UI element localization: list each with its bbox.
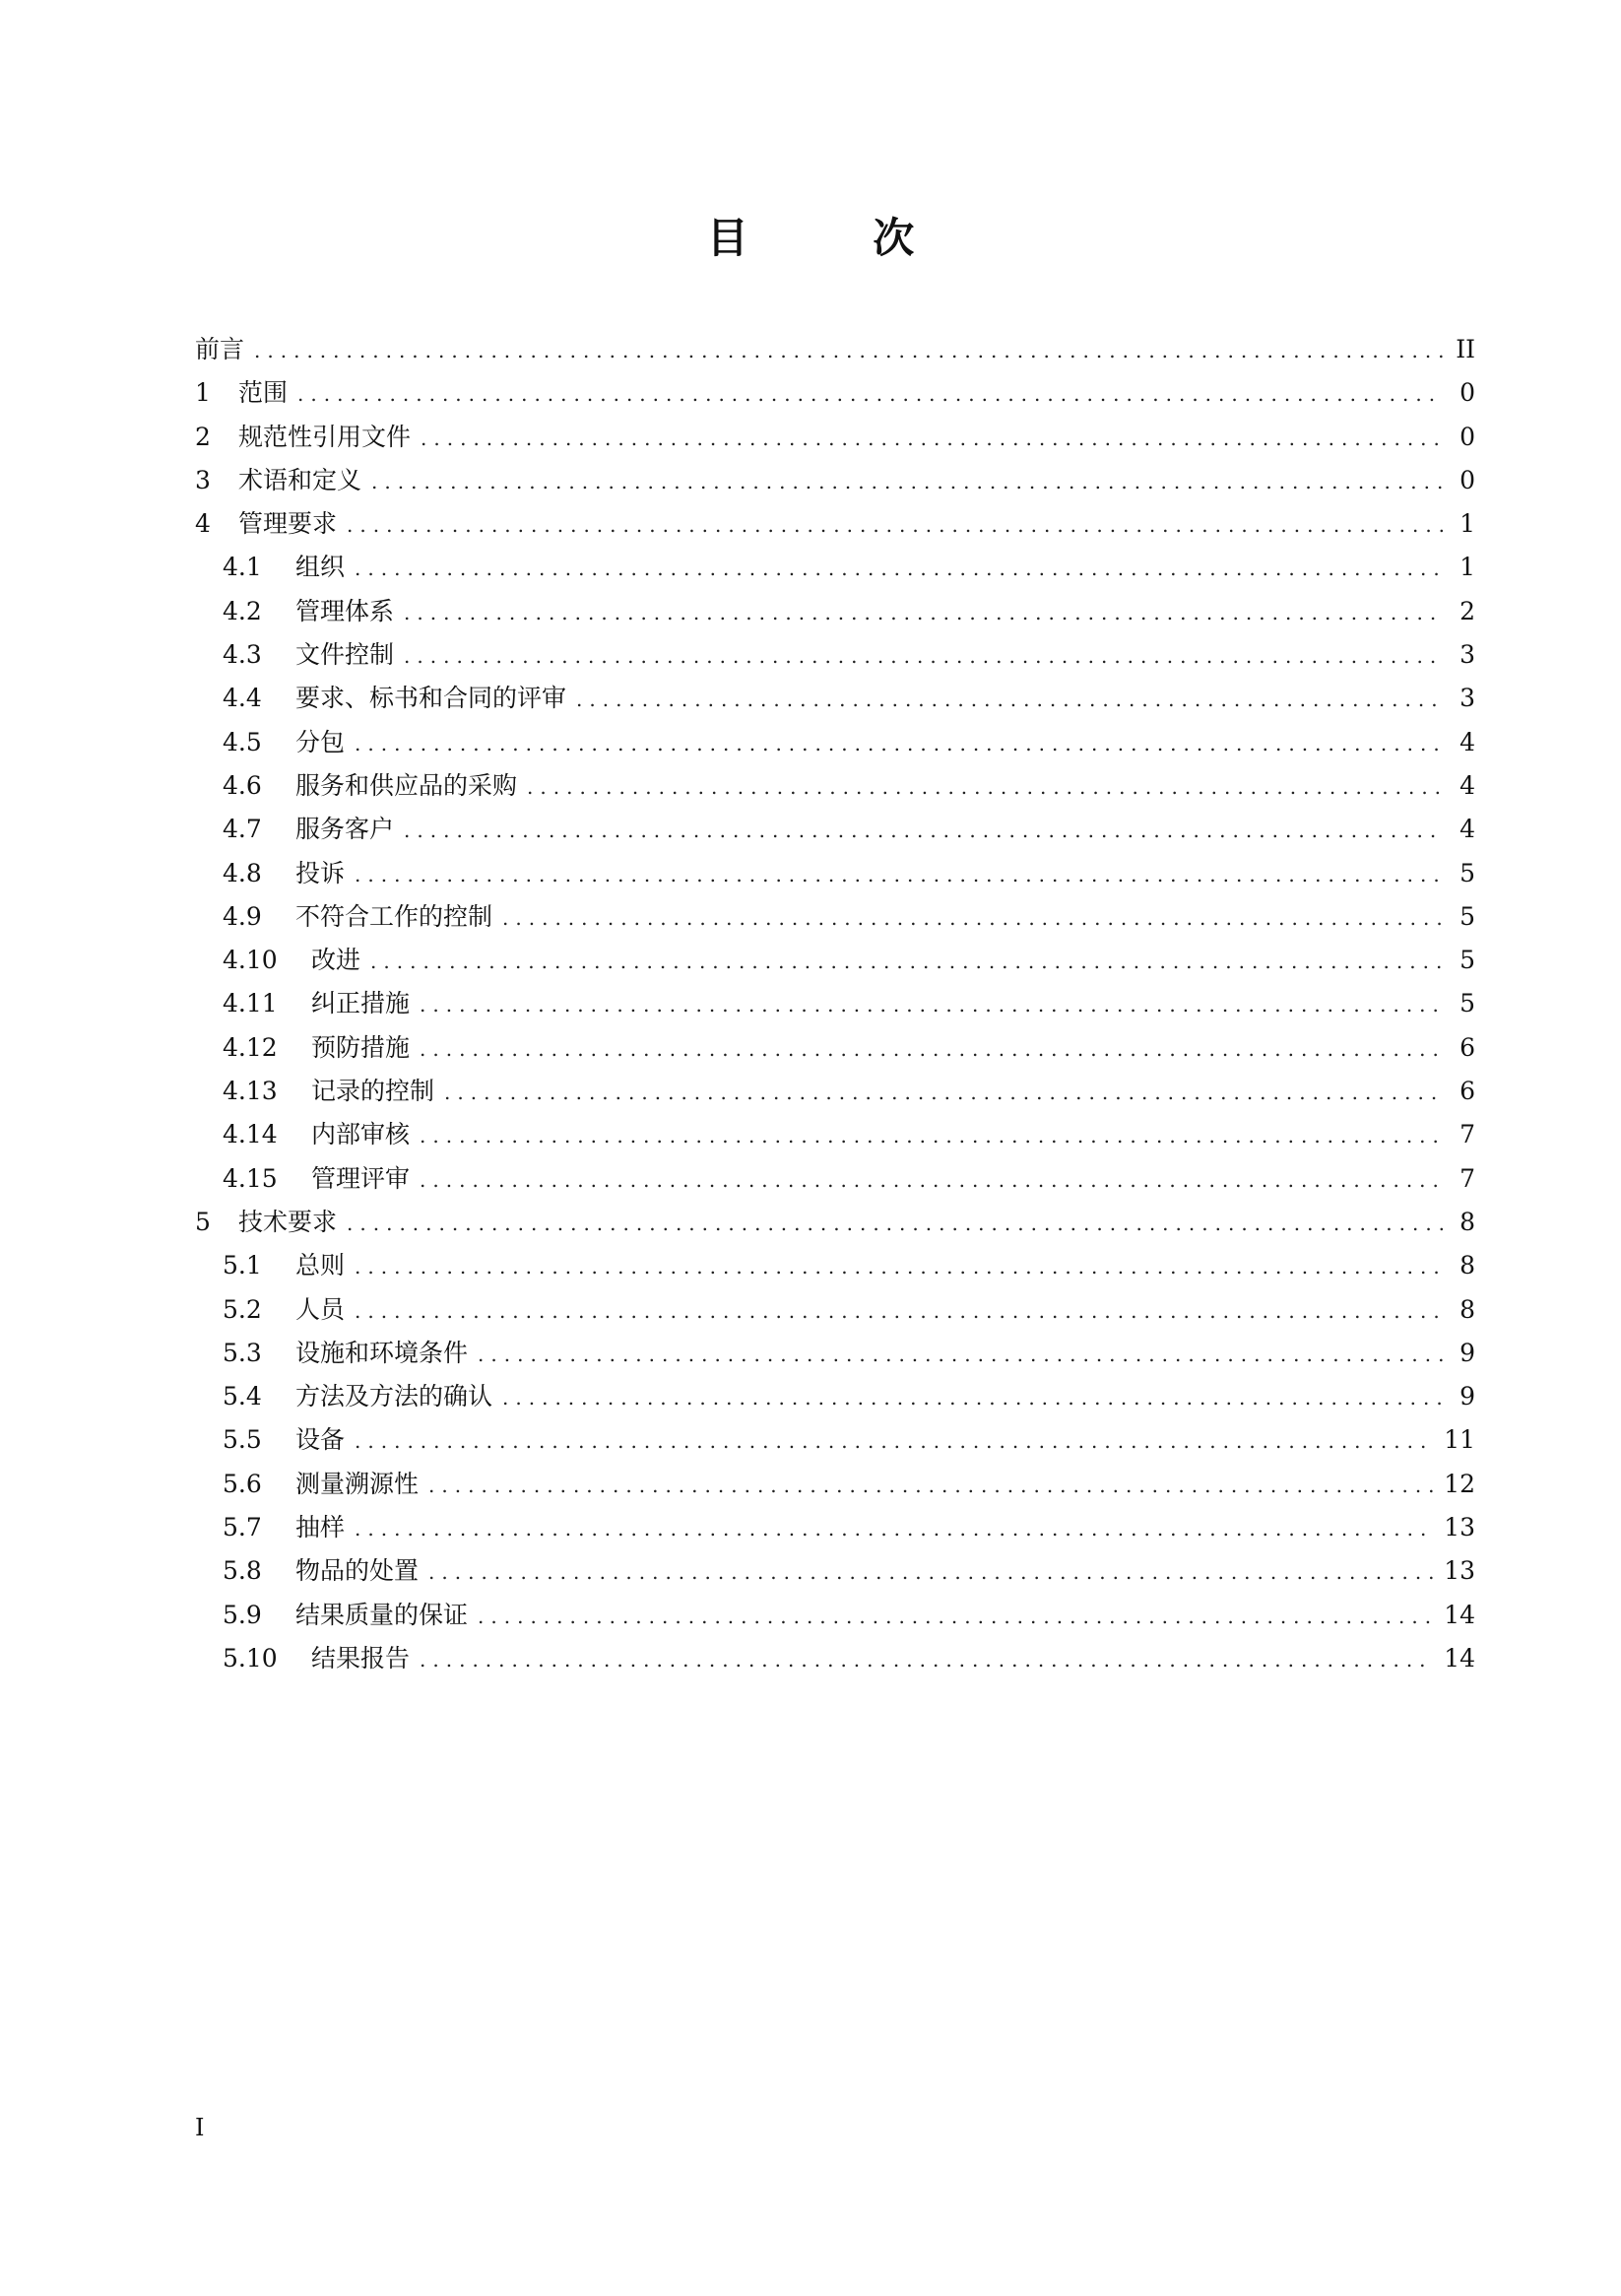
toc-entry-number: 4.14 — [223, 1120, 278, 1149]
toc-entry-page: 7 — [1459, 1120, 1475, 1149]
toc-entry[interactable] — [195, 1463, 1475, 1506]
toc-entry-page: 0 — [1459, 422, 1475, 451]
toc-entry[interactable] — [195, 721, 1475, 764]
toc-entry-title: 改进 — [311, 946, 361, 975]
toc-entry-number: 5.4 — [223, 1382, 262, 1411]
toc-entry[interactable] — [195, 502, 1475, 546]
toc-entry[interactable] — [195, 1157, 1475, 1201]
toc-entry-page: 5 — [1459, 989, 1475, 1018]
toc-entry[interactable] — [195, 677, 1475, 720]
toc-entry-page: 6 — [1459, 1032, 1475, 1062]
toc-entry-title: 管理评审 — [311, 1163, 411, 1193]
toc-dot-leader — [297, 372, 1444, 416]
toc-entry[interactable] — [195, 1637, 1475, 1680]
toc-entry-title: 服务和供应品的采购 — [295, 770, 518, 800]
toc-entry-page: 8 — [1459, 1294, 1475, 1324]
toc-entry-title: 总则 — [295, 1251, 346, 1280]
toc-entry[interactable] — [195, 764, 1475, 808]
toc-entry[interactable] — [195, 1375, 1475, 1418]
toc-dot-leader — [371, 460, 1444, 503]
toc-entry-page: 4 — [1459, 815, 1475, 844]
toc-dot-leader — [355, 547, 1444, 590]
toc-entry-number: 4.7 — [223, 815, 262, 844]
toc-entry-title: 投诉 — [295, 858, 346, 887]
toc-entry-title: 内部审核 — [311, 1120, 411, 1149]
toc-entry-number: 3 — [195, 465, 211, 494]
toc-entry-page: 2 — [1459, 596, 1475, 625]
toc-entry[interactable] — [195, 328, 1475, 371]
toc-entry-title: 物品的处置 — [295, 1556, 420, 1586]
toc-entry-page: 0 — [1459, 378, 1475, 408]
toc-entry-title: 方法及方法的确认 — [295, 1382, 493, 1411]
toc-entry-number: 2 — [195, 422, 211, 451]
toc-dot-leader — [527, 765, 1444, 809]
toc-dot-leader — [347, 503, 1444, 547]
toc-entry-page: 9 — [1459, 1382, 1475, 1411]
toc-entry-title: 文件控制 — [295, 640, 395, 670]
toc-entry[interactable] — [195, 982, 1475, 1025]
toc-entry-number: 4.1 — [223, 553, 262, 582]
toc-dot-leader — [355, 722, 1444, 765]
toc-entry-page: 3 — [1459, 640, 1475, 670]
toc-entry[interactable] — [195, 590, 1475, 633]
toc-entry-title: 不符合工作的控制 — [295, 901, 493, 931]
toc-entry-title: 技术要求 — [238, 1207, 338, 1236]
toc-entry-title: 规范性引用文件 — [238, 422, 412, 451]
toc-entry-number: 5.9 — [223, 1600, 262, 1629]
toc-entry-title: 结果质量的保证 — [295, 1600, 469, 1629]
toc-entry-title: 管理体系 — [295, 596, 395, 625]
toc-entry[interactable] — [195, 1070, 1475, 1113]
toc-entry-page: 0 — [1459, 465, 1475, 494]
toc-entry-title: 分包 — [295, 727, 346, 756]
toc-entry-number: 1 — [195, 378, 211, 408]
toc-entry-title: 设备 — [295, 1425, 346, 1455]
toc-entry[interactable] — [195, 1244, 1475, 1287]
toc-entry-number: 5.8 — [223, 1556, 262, 1586]
toc-entry[interactable] — [195, 416, 1475, 459]
toc-entry-page: 1 — [1459, 509, 1475, 539]
toc-entry-page: 1 — [1459, 553, 1475, 582]
toc-entry-number: 5.3 — [223, 1338, 262, 1367]
toc-entry[interactable] — [195, 1288, 1475, 1332]
toc-entry[interactable] — [195, 1418, 1475, 1462]
toc-entry-page: 5 — [1459, 901, 1475, 931]
toc-entry[interactable] — [195, 1201, 1475, 1244]
toc-entry-number: 4.9 — [223, 901, 262, 931]
toc-entry-page: II — [1456, 335, 1475, 363]
toc-entry-title: 纠正措施 — [311, 989, 411, 1018]
toc-dot-leader — [444, 1071, 1444, 1114]
toc-entry-number: 4.3 — [223, 640, 262, 670]
toc-entry[interactable] — [195, 633, 1475, 677]
toc-dot-leader — [370, 940, 1444, 983]
toc-entry-page: 8 — [1459, 1251, 1475, 1280]
toc-entry-number: 5.1 — [223, 1251, 262, 1280]
toc-entry-number: 4.4 — [223, 684, 262, 713]
toc-dot-leader — [420, 1114, 1444, 1157]
toc-entry[interactable] — [195, 546, 1475, 589]
toc-entry-number: 4.13 — [223, 1077, 278, 1106]
toc-entry-title: 术语和定义 — [238, 465, 362, 494]
page-title: 目 次 — [706, 214, 970, 262]
toc-entry-title: 测量溯源性 — [295, 1469, 420, 1498]
toc-dot-leader — [404, 809, 1444, 852]
toc-dot-leader — [420, 1158, 1444, 1202]
toc-entry-title: 服务客户 — [295, 815, 395, 844]
toc-entry[interactable] — [195, 459, 1475, 502]
toc-entry[interactable] — [195, 1594, 1475, 1637]
toc-entry[interactable] — [195, 1506, 1475, 1549]
toc-entry-page: 8 — [1459, 1207, 1475, 1236]
toc-entry[interactable] — [195, 939, 1475, 982]
toc-dot-leader — [355, 1507, 1434, 1550]
toc-entry-title: 人员 — [295, 1294, 346, 1324]
toc-dot-leader — [355, 853, 1444, 896]
toc-dot-leader — [421, 417, 1444, 460]
toc-entry-title: 前言 — [195, 335, 245, 363]
toc-entry-number: 4.10 — [223, 946, 278, 975]
toc-entry-page: 3 — [1459, 684, 1475, 713]
toc-entry-number: 4 — [195, 509, 211, 539]
toc-entry-number: 4.6 — [223, 770, 262, 800]
toc-entry-number: 5.7 — [223, 1513, 262, 1542]
table-of-contents — [195, 328, 1475, 1680]
toc-entry-title: 设施和环境条件 — [295, 1338, 469, 1367]
toc-entry[interactable] — [195, 1549, 1475, 1593]
toc-entry-title: 抽样 — [295, 1513, 346, 1542]
toc-entry-number: 5.6 — [223, 1469, 262, 1498]
toc-dot-leader — [355, 1245, 1444, 1288]
toc-entry-number: 5.5 — [223, 1425, 262, 1455]
toc-dot-leader — [254, 329, 1444, 372]
toc-dot-leader — [478, 1333, 1444, 1376]
toc-entry-page: 4 — [1459, 727, 1475, 756]
toc-dot-leader — [576, 678, 1444, 721]
toc-entry-title: 记录的控制 — [311, 1077, 435, 1106]
toc-dot-leader — [428, 1464, 1434, 1507]
toc-entry-page: 6 — [1459, 1077, 1475, 1106]
toc-entry[interactable] — [195, 1332, 1475, 1375]
toc-entry-page: 5 — [1459, 946, 1475, 975]
toc-entry[interactable] — [195, 1113, 1475, 1156]
toc-entry-page: 4 — [1459, 770, 1475, 800]
page-number: I — [195, 2114, 205, 2141]
toc-entry[interactable] — [195, 808, 1475, 851]
toc-dot-leader — [355, 1419, 1434, 1463]
toc-entry-title: 管理要求 — [238, 509, 338, 539]
toc-entry-number: 5 — [195, 1207, 211, 1236]
toc-dot-leader — [478, 1595, 1434, 1638]
toc-entry-number: 4.12 — [223, 1032, 278, 1062]
toc-dot-leader — [347, 1202, 1444, 1245]
toc-dot-leader — [420, 1027, 1444, 1071]
toc-entry-number: 4.5 — [223, 727, 262, 756]
toc-entry-page: 11 — [1444, 1425, 1475, 1455]
toc-dot-leader — [355, 1289, 1444, 1333]
toc-dot-leader — [404, 591, 1444, 634]
toc-dot-leader — [502, 896, 1444, 940]
toc-dot-leader — [428, 1550, 1434, 1594]
toc-entry[interactable] — [195, 1026, 1475, 1070]
toc-entry-number: 4.2 — [223, 596, 262, 625]
toc-dot-leader — [420, 983, 1444, 1026]
toc-entry-number: 4.15 — [223, 1163, 278, 1193]
toc-entry-number: 5.10 — [223, 1643, 278, 1673]
toc-dot-leader — [404, 634, 1444, 678]
toc-entry-title: 范围 — [238, 378, 289, 408]
toc-entry-page: 9 — [1459, 1338, 1475, 1367]
toc-entry-page: 14 — [1444, 1643, 1475, 1673]
toc-entry-title: 结果报告 — [311, 1643, 411, 1673]
toc-entry-page: 14 — [1444, 1600, 1475, 1629]
toc-entry-title: 预防措施 — [311, 1032, 411, 1062]
toc-entry[interactable] — [195, 852, 1475, 895]
toc-entry-page: 12 — [1444, 1469, 1475, 1498]
toc-entry[interactable] — [195, 371, 1475, 415]
toc-entry-number: 5.2 — [223, 1294, 262, 1324]
toc-dot-leader — [420, 1638, 1434, 1681]
toc-entry-number: 4.11 — [223, 989, 278, 1018]
toc-entry-title: 要求、标书和合同的评审 — [295, 684, 567, 713]
toc-entry-page: 7 — [1459, 1163, 1475, 1193]
toc-entry[interactable] — [195, 895, 1475, 939]
toc-entry-title: 组织 — [295, 553, 346, 582]
toc-entry-page: 5 — [1459, 858, 1475, 887]
toc-entry-page: 13 — [1444, 1513, 1475, 1542]
toc-entry-number: 4.8 — [223, 858, 262, 887]
toc-dot-leader — [502, 1376, 1444, 1419]
toc-entry-page: 13 — [1444, 1556, 1475, 1586]
